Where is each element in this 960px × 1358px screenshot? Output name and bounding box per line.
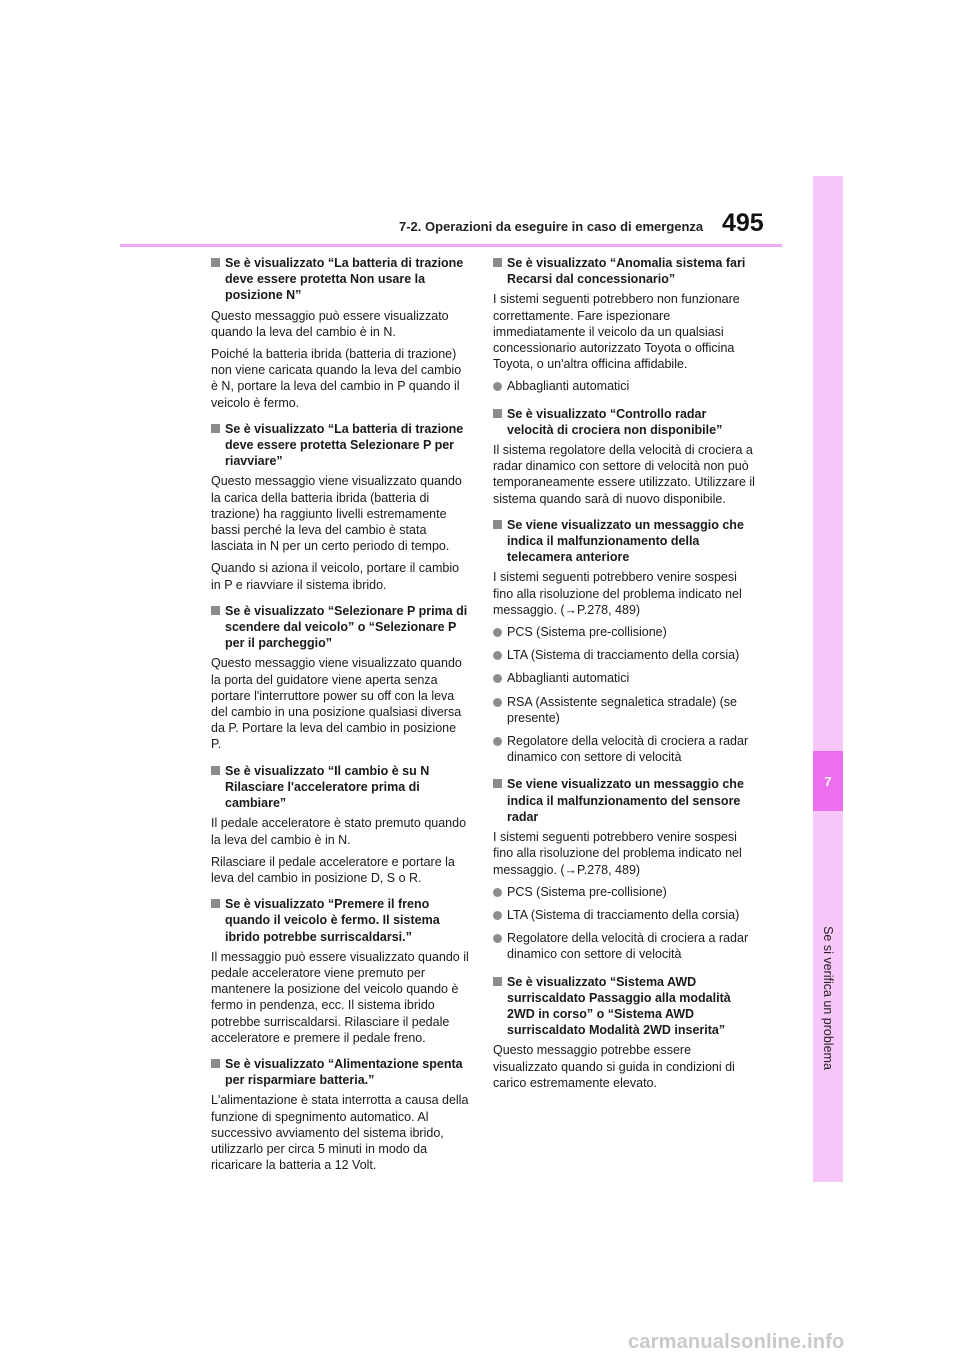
list-item-text: RSA (Assistente segnaletica stradale) (se presente): [507, 694, 737, 725]
paragraph: Rilasciare il pedale acceleratore e portare la leva del cambio in posizione D, S o R.: [211, 854, 455, 885]
list-item: [493, 907, 755, 923]
list-item-text: LTA (Sistema di tracciamento della corsia): [507, 907, 740, 922]
paragraph: Questo messaggio può essere visualizzato quando la leva del cambio è in N.: [211, 308, 449, 339]
section-heading: [211, 603, 469, 652]
chapter-label: Se si verifica un problema: [821, 926, 835, 1070]
square-bullet-icon: [211, 258, 220, 267]
list-item: [493, 930, 755, 962]
section-title: 7-2. Operazioni da eseguire in caso di emergenza: [399, 219, 704, 234]
section-heading: [493, 255, 755, 287]
paragraph: I sistemi seguenti potrebbero venire sospesi fino alla risoluzione del problema indicato nel messaggio. (→P.278, 489): [493, 570, 742, 617]
list-item-text: Regolatore della velocità di crociera a radar dinamico con settore di velocità: [507, 931, 749, 962]
section-heading: [211, 1056, 469, 1088]
square-bullet-icon: [211, 1059, 220, 1068]
round-bullet-icon: [493, 888, 502, 897]
section-heading: [211, 255, 469, 304]
list-item-text: PCS (Sistema pre-collisione): [507, 884, 667, 899]
left-column: [211, 255, 469, 1179]
paragraph: Questo messaggio viene visualizzato quando la porta del guidatore viene aperta senza portare l'interruttore power su off con la leva del cambio in una posizione qualsiasi diversa da P. Portare la leva del cambio in posizione P.: [211, 656, 462, 752]
round-bullet-icon: [493, 674, 502, 683]
heading-text: Se è visualizzato “Il cambio è su N Rilasciare l'acceleratore prima di cambiare”: [225, 763, 430, 811]
paragraph: Poiché la batteria ibrida (batteria di trazione) non viene caricata quando la leva del cambio è N, portare la leva del cambio in P quando il veicolo è fermo.: [211, 347, 462, 410]
list-item: [493, 647, 755, 663]
section-heading: [493, 517, 755, 566]
paragraph: Questo messaggio viene visualizzato quando la carica della batteria ibrida (batteria di trazione) ha raggiunto livelli estremamente bassi perché la leva del cambio è stata lasciata in N per un certo periodo di tempo.: [211, 474, 462, 554]
section-heading: [211, 763, 469, 812]
section-heading: [211, 421, 469, 470]
list-item: [493, 694, 755, 726]
square-bullet-icon: [493, 258, 502, 267]
square-bullet-icon: [211, 424, 220, 433]
heading-text: Se è visualizzato “Selezionare P prima di scendere dal veicolo” o “Selezionare P per il parcheggio”: [225, 603, 468, 651]
heading-text: Se è visualizzato “Anomalia sistema fari Recarsi dal concessionario”: [507, 256, 746, 287]
list-item: [493, 884, 755, 900]
square-bullet-icon: [493, 977, 502, 986]
header-divider: [120, 244, 782, 247]
round-bullet-icon: [493, 651, 502, 660]
paragraph: Il sistema regolatore della velocità di crociera a radar dinamico con settore di velocità non può temporaneamente essere utilizzato. Utilizzare il sistema quando sarà di nuovo disponibile.: [493, 443, 755, 506]
heading-text: Se è visualizzato “Sistema AWD surriscaldato Passaggio alla modalità 2WD in corso” o “Sistema AWD surriscaldato Modalità 2WD inserita”: [507, 974, 731, 1038]
list-item: [493, 733, 755, 765]
paragraph: L'alimentazione è stata interrotta a causa della funzione di spegnimento automatico. Al successivo avviamento del sistema ibrido, utilizzarlo per circa 5 minuti in modo da ricaricare la batteria a 12 Volt.: [211, 1093, 469, 1173]
heading-text: Se viene visualizzato un messaggio che indica il malfunzionamento del sensore radar: [507, 777, 744, 824]
list-item-text: LTA (Sistema di tracciamento della corsia): [507, 648, 740, 663]
heading-text: Se è visualizzato “Premere il freno quando il veicolo è fermo. Il sistema ibrido potrebbe surriscaldarsi.”: [225, 897, 440, 944]
round-bullet-icon: [493, 698, 502, 707]
list-item: [493, 378, 755, 394]
list-item-text: Regolatore della velocità di crociera a radar dinamico con settore di velocità: [507, 734, 749, 765]
round-bullet-icon: [493, 737, 502, 746]
list-item-text: PCS (Sistema pre-collisione): [507, 625, 667, 640]
section-heading: [211, 896, 469, 945]
paragraph: I sistemi seguenti potrebbero venire sospesi fino alla risoluzione del problema indicato nel messaggio. (→P.278, 489): [493, 830, 742, 877]
list-item-text: Abbaglianti automatici: [507, 379, 630, 394]
round-bullet-icon: [493, 382, 502, 391]
right-column: [493, 255, 755, 1097]
chapter-number-badge[interactable]: 7: [813, 751, 843, 811]
heading-text: Se è visualizzato “Controllo radar velocità di crociera non disponibile”: [507, 406, 723, 437]
round-bullet-icon: [493, 628, 502, 637]
watermark: carmanualsonline.info: [628, 1331, 845, 1353]
heading-text: Se è visualizzato “La batteria di trazione deve essere protetta Selezionare P per riavviare”: [225, 421, 464, 469]
list-item-text: Abbaglianti automatici: [507, 671, 630, 686]
square-bullet-icon: [211, 766, 220, 775]
section-heading: [493, 776, 755, 825]
heading-text: Se viene visualizzato un messaggio che indica il malfunzionamento della telecamera anteriore: [507, 517, 744, 565]
section-heading: [493, 974, 755, 1039]
list-item: [493, 670, 755, 686]
page-number: 495: [722, 209, 764, 237]
square-bullet-icon: [493, 409, 502, 418]
paragraph: I sistemi seguenti potrebbero non funzionare correttamente. Fare ispezionare immediatamente il veicolo da un qualsiasi concessionario autorizzato Toyota o officina Toyota, o un'altra officina affidabile.: [493, 292, 740, 372]
paragraph: Questo messaggio potrebbe essere visualizzato quando si guida in condizioni di carico estremamente elevato.: [493, 1043, 735, 1090]
heading-text: Se è visualizzato “Alimentazione spenta per risparmiare batteria.”: [225, 1056, 463, 1088]
list-item: [493, 624, 755, 640]
square-bullet-icon: [211, 899, 220, 908]
paragraph: Quando si aziona il veicolo, portare il cambio in P e riavviare il sistema ibrido.: [211, 561, 460, 592]
round-bullet-icon: [493, 934, 502, 943]
section-heading: [493, 406, 755, 438]
square-bullet-icon: [211, 606, 220, 615]
round-bullet-icon: [493, 911, 502, 920]
paragraph: Il pedale acceleratore è stato premuto quando la leva del cambio è in N.: [211, 816, 467, 847]
square-bullet-icon: [493, 520, 502, 529]
paragraph: Il messaggio può essere visualizzato quando il pedale acceleratore viene premuto per mantenere la posizione del veicolo quando è fermo in pendenza, ecc. Il sistema ibrido potrebbe surriscaldarsi. Rilasciare il pedale acceleratore e premere il pedale freno.: [211, 949, 469, 1045]
square-bullet-icon: [493, 779, 502, 788]
heading-text: Se è visualizzato “La batteria di trazione deve essere protetta Non usare la posizione N”: [225, 256, 464, 303]
